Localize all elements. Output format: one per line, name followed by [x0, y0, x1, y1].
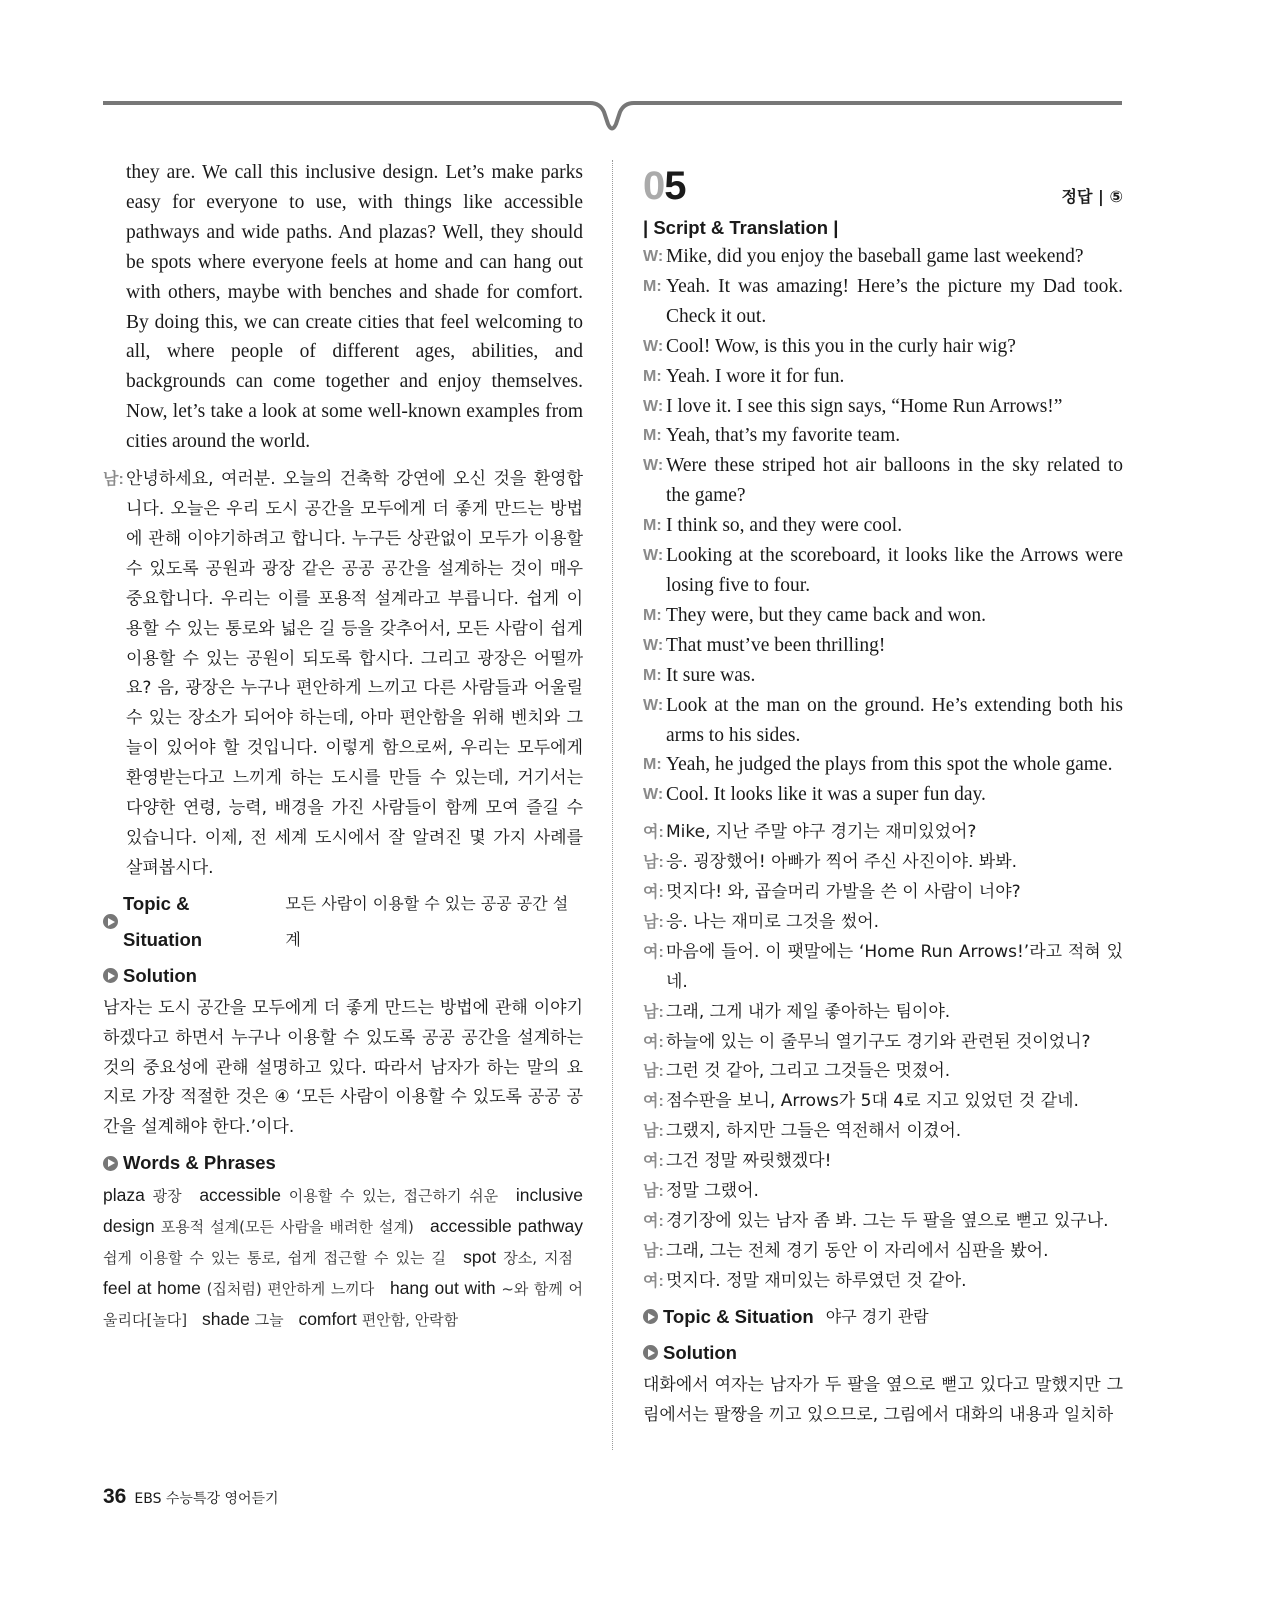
speaker-label: W: [643, 636, 664, 654]
dialogue-text: They were, but they came back and won. [666, 604, 986, 626]
dialogue-text: 그건 정말 짜릿했겠다! [666, 1151, 832, 1172]
dialogue-line [643, 421, 1123, 451]
dialogue-text: 점수판을 보니, Arrows가 5대 4로 지고 있었던 것 같네. [666, 1091, 1079, 1112]
dialogue-line [643, 1057, 1123, 1087]
dialogue-text: It sure was. [666, 664, 756, 686]
speaker-label: M: [643, 367, 662, 385]
words-heading [103, 1145, 583, 1181]
word-entry [103, 1185, 182, 1205]
speaker-label: 여: [643, 884, 664, 902]
dialogue-line [643, 1087, 1123, 1117]
speaker-label: 남: [643, 1123, 664, 1141]
right-column [643, 158, 1123, 1431]
dialogue-text: I love it. I see this sign says, “Home Run Arrows!” [666, 395, 1063, 417]
dialogue-line [643, 878, 1123, 908]
topic-heading [103, 886, 583, 958]
dialogue-line [643, 511, 1123, 541]
speaker-label: W: [643, 547, 664, 565]
dialogue-text: 그런 것 같아, 그리고 그것들은 멋졌어. [666, 1061, 951, 1082]
dialogue-line [643, 631, 1123, 661]
dialogue-text: Look at the man on the ground. He’s extending both his arms to his sides. [666, 694, 1123, 746]
dialogue-line [643, 362, 1123, 392]
dialogue-line [643, 1237, 1123, 1267]
solution-label: Solution [663, 1341, 737, 1363]
dialogue-line [643, 1117, 1123, 1147]
topic-value: 야구 경기 관람 [825, 1306, 929, 1326]
word-meaning: 편안함, 안락함 [361, 1310, 459, 1329]
speaker-label: W: [643, 337, 664, 355]
answer-label: 정답 | ⑤ [1061, 187, 1123, 206]
dialogue-line [643, 1207, 1123, 1237]
dialogue-text: 하늘에 있는 이 줄무늬 열기구도 경기와 관련된 것이었니? [666, 1031, 1091, 1052]
page-number: 36 [103, 1485, 127, 1508]
word-meaning: 이용할 수 있는, 접근하기 쉬운 [288, 1187, 499, 1206]
dialogue-text: Cool! Wow, is this you in the curly hair wig? [666, 335, 1016, 357]
dialogue-text: 그래, 그게 내가 제일 좋아하는 팀이야. [666, 1001, 951, 1022]
dialogue-line [643, 601, 1123, 631]
korean-translation-text: 안녕하세요, 여러분. 오늘의 건축학 강연에 오신 것을 환영합니다. 오늘은 우리 도시 공간을 모두에게 더 좋게 만드는 방법에 관해 이야기하려고 합니다. 누구든 상관없이 모두가 이용할 수 있도록 공원과 광장 같은 공공 공간을 설계하는 것이 매우 중요합니다. 우리는 이를 포용적 설계라고 부릅니다. 쉽게 이용할 수 있는 통로와 넓은 길 등을 갖추어서, 모든 사람이 쉽게 이용할 수 있는 공원이 되도록 합시다. 그리고 광장은 어떨까요? 음, 광장은 누구나 편안하게 느끼고 다른 사람들과 어울릴 수 있는 장소가 되어야 하는데, 아마 편안함을 위해 벤치와 그늘이 있어야 할 것입니다. 이렇게 함으로써, 우리는 모두에게 환영받는다고 느끼게 하는 도시를 만들 수 있는데, 거기서는 다양한 연령, 능력, 배경을 가진 사람들이 함께 모여 즐길 수 있습니다. 이제, 전 세계 도시에서 잘 알려진 몇 가지 사례를 살펴봅시다. [126, 469, 583, 878]
speaker-label: 남: [643, 913, 664, 931]
word-term: plaza [103, 1185, 145, 1206]
dialogue-text: Were these striped hot air balloons in the sky related to the game? [666, 455, 1123, 507]
book-title: EBS 수능특강 영어듣기 [134, 1491, 279, 1507]
word-entry [463, 1247, 573, 1267]
speaker-label: 남: [643, 854, 664, 872]
play-bullet-icon [103, 914, 118, 929]
left-column [103, 158, 583, 1336]
play-bullet-icon [643, 1309, 658, 1324]
dialogue-line [643, 818, 1123, 848]
dialogue-line [643, 691, 1123, 751]
dialogue-text: Cool. It looks like it was a super fun day. [666, 784, 986, 806]
topic-value: 모든 사람이 이용할 수 있는 공공 공간 설계 [285, 893, 569, 949]
solution-heading [103, 958, 583, 994]
speaker-label: 여: [643, 1153, 664, 1171]
word-term: accessible pathway [429, 1216, 583, 1237]
speaker-label: M: [643, 756, 662, 774]
speaker-label: 남: [643, 1183, 664, 1201]
english-dialogue [643, 242, 1123, 810]
word-term: inclusive design [103, 1185, 583, 1237]
speaker-label: 남: [103, 471, 124, 489]
speaker-label: W: [643, 248, 664, 265]
word-meaning: (집처럼) 편안하게 느끼다 [206, 1280, 375, 1298]
dialogue-text: 그랬지, 하지만 그들은 역전해서 이겼어. [666, 1121, 962, 1142]
play-bullet-icon [103, 968, 118, 983]
dialogue-line [643, 1147, 1123, 1177]
solution-label: Solution [123, 964, 197, 986]
play-bullet-icon [643, 1345, 658, 1360]
word-entry [103, 1278, 374, 1298]
dialogue-text: 경기장에 있는 남자 좀 봐. 그는 두 팔을 옆으로 뻗고 있구나. [666, 1211, 1109, 1231]
dialogue-text: Looking at the scoreboard, it looks like the Arrows were losing five to four. [666, 545, 1123, 596]
word-entry [298, 1309, 458, 1329]
dialogue-line [643, 332, 1123, 362]
speaker-label: 남: [643, 1063, 664, 1081]
speaker-label: W: [643, 696, 664, 714]
topic-heading [643, 1299, 1123, 1335]
speaker-label: W: [643, 457, 664, 475]
english-script-continuation: they are. We call this inclusive design. Let’s make parks easy for everyone to use, with things like accessible pathways and wide paths. And plazas? Well, they should be spots where everyone feels at home and can hang out with others, maybe with benches and shade for comfort. By doing this, we can create cities that feel welcoming to all, where people of different ages, abilities, and backgrounds can come together and enjoy themselves. Now, let’s take a look at some well-known examples from cities around the world. [126, 162, 583, 453]
dialogue-text: Yeah, he judged the plays from this spot the whole game. [666, 754, 1113, 776]
dialogue-text: 응. 나는 재미로 그것을 썼어. [666, 911, 880, 932]
dialogue-line [643, 242, 1123, 272]
dialogue-line [643, 908, 1123, 938]
word-meaning: 포용적 설계(모든 사람을 배려한 설계) [160, 1218, 414, 1237]
word-entry [199, 1185, 498, 1205]
word-entry [202, 1309, 284, 1329]
dialogue-line [643, 392, 1123, 422]
word-term: shade [202, 1308, 250, 1329]
word-term: spot [463, 1247, 497, 1268]
word-term: hang out with [389, 1278, 496, 1298]
dialogue-line [643, 750, 1123, 780]
dialogue-line [643, 1028, 1123, 1058]
dialogue-line [643, 1177, 1123, 1207]
dialogue-line [643, 541, 1123, 601]
korean-translation [103, 465, 583, 884]
play-bullet-icon [103, 1156, 118, 1171]
words-list [103, 1181, 583, 1336]
words-label: Words & Phrases [123, 1152, 276, 1174]
speaker-label: M: [643, 517, 662, 535]
number-digit: 5 [664, 164, 686, 208]
dialogue-text: Mike, 지난 주말 야구 경기는 재미있었어? [666, 822, 977, 843]
word-meaning: 광장 [152, 1187, 182, 1206]
solution-text: 남자는 도시 공간을 모두에게 더 좋게 만드는 방법에 관해 이야기하겠다고 하면서 누구나 이용할 수 있도록 공공 공간을 설계하는 것의 중요성에 관해 설명하고 있다. 따라서 남자가 하는 말의 요지로 가장 적절한 것은 ④ ‘모든 사람이 이용할 수 있도록 공공 공간을 설계해야 한다.’이다. [103, 997, 583, 1138]
speaker-label: 여: [643, 1213, 664, 1230]
speaker-label: W: [643, 397, 664, 415]
dialogue-line [643, 780, 1123, 810]
speaker-label: 여: [643, 824, 664, 842]
word-meaning: 그늘 [254, 1310, 284, 1329]
header-rule [0, 0, 1280, 140]
speaker-label: 여: [643, 1033, 664, 1051]
word-term: accessible [199, 1185, 282, 1206]
korean-dialogue [643, 818, 1123, 1297]
dialogue-text: 정말 그랬어. [666, 1181, 759, 1202]
topic-label: Topic & Situation [122, 892, 203, 950]
topic-label: Topic & Situation [663, 1305, 814, 1327]
solution-text: 대화에서 여자는 남자가 두 팔을 옆으로 뻗고 있다고 말했지만 그림에서는 팔짱을 끼고 있으므로, 그림에서 대화의 내용과 일치하 [643, 1374, 1123, 1425]
dialogue-line [643, 451, 1123, 511]
speaker-label: 여: [643, 943, 664, 961]
dialogue-text: Yeah. It was amazing! Here’s the picture my Dad took. Check it out. [666, 275, 1123, 327]
dialogue-text: I think so, and they were cool. [666, 515, 903, 537]
dialogue-line [643, 661, 1123, 691]
speaker-label: M: [643, 427, 662, 445]
dialogue-text: That must’ve been thrilling! [666, 634, 886, 656]
dialogue-text: 멋지다. 정말 재미있는 하루였던 것 같아. [666, 1270, 967, 1291]
column-divider [612, 160, 613, 1450]
dialogue-line [643, 272, 1123, 332]
dialogue-text: Mike, did you enjoy the baseball game last weekend? [666, 246, 1084, 267]
dialogue-line [643, 998, 1123, 1028]
speaker-label: M: [643, 666, 662, 684]
page-footer [103, 1485, 279, 1509]
word-meaning: 장소, 지점 [503, 1249, 573, 1268]
dialogue-line [643, 848, 1123, 878]
word-meaning: 쉽게 이용할 수 있는 통로, 쉽게 접근할 수 있는 길 [103, 1249, 446, 1268]
speaker-label: M: [643, 606, 662, 624]
dialogue-line [643, 1267, 1123, 1297]
speaker-label: 남: [643, 1242, 664, 1260]
solution-heading [643, 1335, 1123, 1371]
dialogue-text: 멋지다! 와, 곱슬머리 가발을 쓴 이 사람이 너야? [666, 882, 1021, 903]
dialogue-text: 마음에 들어. 이 팻말에는 ‘Home Run Arrows!’라고 적혀 있네. [666, 941, 1123, 992]
dialogue-text: 응. 굉장했어! 아빠가 찍어 주신 사진이야. 봐봐. [666, 852, 1018, 873]
speaker-label: 여: [643, 1093, 664, 1111]
speaker-label: 남: [643, 1003, 664, 1021]
speaker-label: 여: [643, 1272, 664, 1290]
number-prefix: 0 [643, 164, 665, 208]
word-meaning: ~와 함께 어울리다[놀다] [103, 1280, 583, 1329]
dialogue-text: 그래, 그는 전체 경기 동안 이 자리에서 심판을 봤어. [666, 1240, 1049, 1261]
script-heading: | Script & Translation | [643, 217, 839, 238]
speaker-label: W: [643, 786, 664, 804]
word-term: comfort [298, 1308, 357, 1329]
word-term: feel at home [103, 1278, 201, 1298]
dialogue-text: Yeah. I wore it for fun. [666, 365, 845, 387]
speaker-label: M: [643, 277, 662, 295]
dialogue-text: Yeah, that’s my favorite team. [666, 425, 901, 447]
question-number [643, 166, 1123, 206]
dialogue-line [643, 938, 1123, 998]
